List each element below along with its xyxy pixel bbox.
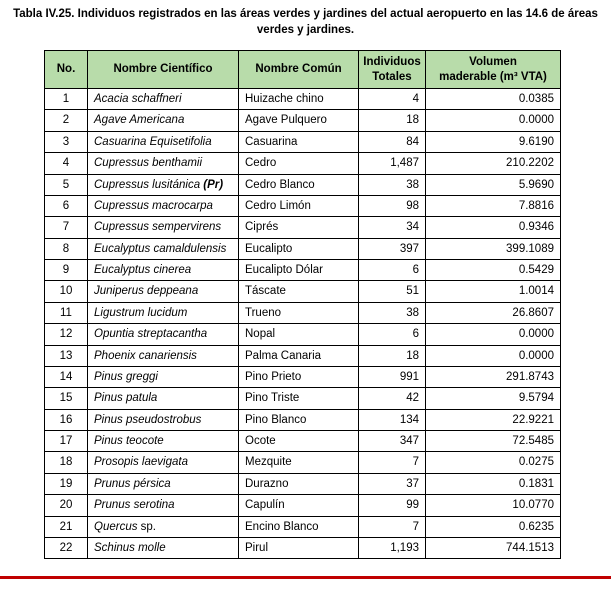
cell-merchantable-volume: 5.9690	[426, 174, 561, 195]
cell-no: 5	[45, 174, 88, 195]
table-row	[45, 195, 561, 216]
cell-merchantable-volume: 0.0000	[426, 324, 561, 345]
table-row	[45, 260, 561, 281]
cell-common-name: Nopal	[239, 324, 359, 345]
cell-total-individuals: 34	[359, 217, 426, 238]
cell-no: 4	[45, 153, 88, 174]
cell-common-name: Capulín	[239, 495, 359, 516]
cell-common-name: Eucalipto Dólar	[239, 260, 359, 281]
cell-total-individuals: 347	[359, 431, 426, 452]
cell-scientific-name: Eucalyptus cinerea	[88, 260, 239, 281]
col-header-scientific: Nombre Científico	[88, 51, 239, 89]
cell-total-individuals: 1,193	[359, 537, 426, 558]
cell-merchantable-volume: 399.1089	[426, 238, 561, 259]
cell-total-individuals: 134	[359, 409, 426, 430]
col-header-volume: Volumen maderable (m³ VTA)	[426, 51, 561, 89]
cell-common-name: Encino Blanco	[239, 516, 359, 537]
cell-total-individuals: 42	[359, 388, 426, 409]
cell-common-name: Cedro Limón	[239, 195, 359, 216]
cell-total-individuals: 4	[359, 89, 426, 110]
cell-total-individuals: 99	[359, 495, 426, 516]
cell-total-individuals: 6	[359, 324, 426, 345]
cell-common-name: Casuarina	[239, 131, 359, 152]
cell-total-individuals: 38	[359, 302, 426, 323]
table-row	[45, 131, 561, 152]
species-table	[44, 50, 561, 559]
cell-scientific-name: Prunus serotina	[88, 495, 239, 516]
cell-total-individuals: 7	[359, 452, 426, 473]
cell-merchantable-volume: 0.6235	[426, 516, 561, 537]
cell-merchantable-volume: 0.0000	[426, 345, 561, 366]
cell-merchantable-volume: 7.8816	[426, 195, 561, 216]
cell-no: 15	[45, 388, 88, 409]
table-row	[45, 238, 561, 259]
cell-merchantable-volume: 1.0014	[426, 281, 561, 302]
cell-no: 13	[45, 345, 88, 366]
cell-no: 20	[45, 495, 88, 516]
cell-total-individuals: 51	[359, 281, 426, 302]
cell-common-name: Cedro Blanco	[239, 174, 359, 195]
table-row	[45, 495, 561, 516]
cell-common-name: Ocote	[239, 431, 359, 452]
cell-common-name: Agave Pulquero	[239, 110, 359, 131]
cell-scientific-name: Acacia schaffneri	[88, 89, 239, 110]
table-row	[45, 473, 561, 494]
cell-scientific-name: Pinus pseudostrobus	[88, 409, 239, 430]
table-caption: Tabla IV.25. Individuos registrados en las áreas verdes y jardines del actual aeropuerto en las 14.6 de áreas verdes y jardines.	[13, 8, 598, 36]
cell-scientific-name: Agave Americana	[88, 110, 239, 131]
cell-common-name: Durazno	[239, 473, 359, 494]
cell-common-name: Pirul	[239, 537, 359, 558]
cell-merchantable-volume: 744.1513	[426, 537, 561, 558]
cell-total-individuals: 6	[359, 260, 426, 281]
cell-scientific-name: Ligustrum lucidum	[88, 302, 239, 323]
cell-merchantable-volume: 291.8743	[426, 366, 561, 387]
cell-common-name: Cedro	[239, 153, 359, 174]
table-row	[45, 110, 561, 131]
table-header	[45, 51, 561, 89]
cell-merchantable-volume: 0.5429	[426, 260, 561, 281]
table-body	[45, 89, 561, 559]
cell-scientific-name: Opuntia streptacantha	[88, 324, 239, 345]
cell-scientific-name: Cupressus macrocarpa	[88, 195, 239, 216]
cell-no: 14	[45, 366, 88, 387]
cell-total-individuals: 1,487	[359, 153, 426, 174]
table-row	[45, 345, 561, 366]
cell-merchantable-volume: 72.5485	[426, 431, 561, 452]
footer-rule	[0, 576, 611, 579]
table-row	[45, 366, 561, 387]
table-row	[45, 431, 561, 452]
cell-scientific-name: Cupressus lusitánica (Pr)	[88, 174, 239, 195]
table-row	[45, 153, 561, 174]
cell-common-name: Trueno	[239, 302, 359, 323]
cell-total-individuals: 7	[359, 516, 426, 537]
cell-scientific-name: Prunus pérsica	[88, 473, 239, 494]
cell-scientific-name: Pinus teocote	[88, 431, 239, 452]
cell-no: 1	[45, 89, 88, 110]
cell-scientific-name: Prosopis laevigata	[88, 452, 239, 473]
table-row	[45, 537, 561, 558]
cell-scientific-name: Eucalyptus camaldulensis	[88, 238, 239, 259]
cell-scientific-name: Cupressus sempervirens	[88, 217, 239, 238]
cell-merchantable-volume: 26.8607	[426, 302, 561, 323]
cell-no: 2	[45, 110, 88, 131]
table-row	[45, 281, 561, 302]
col-header-individuals: Individuos Totales	[359, 51, 426, 89]
cell-no: 7	[45, 217, 88, 238]
cell-no: 6	[45, 195, 88, 216]
cell-common-name: Táscate	[239, 281, 359, 302]
table-row	[45, 409, 561, 430]
cell-merchantable-volume: 9.5794	[426, 388, 561, 409]
cell-scientific-name: Pinus greggi	[88, 366, 239, 387]
cell-no: 17	[45, 431, 88, 452]
table-row	[45, 516, 561, 537]
col-header-no: No.	[45, 51, 88, 89]
cell-merchantable-volume: 0.1831	[426, 473, 561, 494]
cell-merchantable-volume: 9.6190	[426, 131, 561, 152]
cell-merchantable-volume: 210.2202	[426, 153, 561, 174]
cell-scientific-name: Pinus patula	[88, 388, 239, 409]
cell-merchantable-volume: 22.9221	[426, 409, 561, 430]
cell-scientific-name: Cupressus benthamii	[88, 153, 239, 174]
cell-no: 3	[45, 131, 88, 152]
table-row	[45, 388, 561, 409]
cell-total-individuals: 84	[359, 131, 426, 152]
cell-no: 22	[45, 537, 88, 558]
cell-common-name: Pino Triste	[239, 388, 359, 409]
table-row	[45, 302, 561, 323]
cell-no: 19	[45, 473, 88, 494]
table-row	[45, 89, 561, 110]
cell-scientific-name: Schinus molle	[88, 537, 239, 558]
cell-common-name: Pino Blanco	[239, 409, 359, 430]
cell-common-name: Ciprés	[239, 217, 359, 238]
header-row	[45, 51, 561, 89]
cell-total-individuals: 18	[359, 345, 426, 366]
cell-total-individuals: 397	[359, 238, 426, 259]
cell-no: 8	[45, 238, 88, 259]
cell-merchantable-volume: 0.9346	[426, 217, 561, 238]
cell-no: 18	[45, 452, 88, 473]
cell-total-individuals: 98	[359, 195, 426, 216]
cell-total-individuals: 38	[359, 174, 426, 195]
table-row	[45, 324, 561, 345]
cell-no: 9	[45, 260, 88, 281]
cell-merchantable-volume: 10.0770	[426, 495, 561, 516]
cell-scientific-name: Phoenix canariensis	[88, 345, 239, 366]
cell-common-name: Palma Canaria	[239, 345, 359, 366]
cell-total-individuals: 991	[359, 366, 426, 387]
table-row	[45, 174, 561, 195]
cell-scientific-name: Casuarina Equisetifolia	[88, 131, 239, 152]
cell-no: 12	[45, 324, 88, 345]
cell-merchantable-volume: 0.0000	[426, 110, 561, 131]
table-row	[45, 217, 561, 238]
cell-common-name: Mezquite	[239, 452, 359, 473]
cell-common-name: Eucalipto	[239, 238, 359, 259]
cell-scientific-name: Quercus sp.	[88, 516, 239, 537]
cell-common-name: Huizache chino	[239, 89, 359, 110]
cell-no: 21	[45, 516, 88, 537]
cell-total-individuals: 37	[359, 473, 426, 494]
cell-common-name: Pino Prieto	[239, 366, 359, 387]
cell-total-individuals: 18	[359, 110, 426, 131]
cell-merchantable-volume: 0.0275	[426, 452, 561, 473]
table-row	[45, 452, 561, 473]
cell-no: 11	[45, 302, 88, 323]
cell-merchantable-volume: 0.0385	[426, 89, 561, 110]
cell-no: 16	[45, 409, 88, 430]
col-header-common: Nombre Común	[239, 51, 359, 89]
cell-scientific-name: Juniperus deppeana	[88, 281, 239, 302]
cell-no: 10	[45, 281, 88, 302]
